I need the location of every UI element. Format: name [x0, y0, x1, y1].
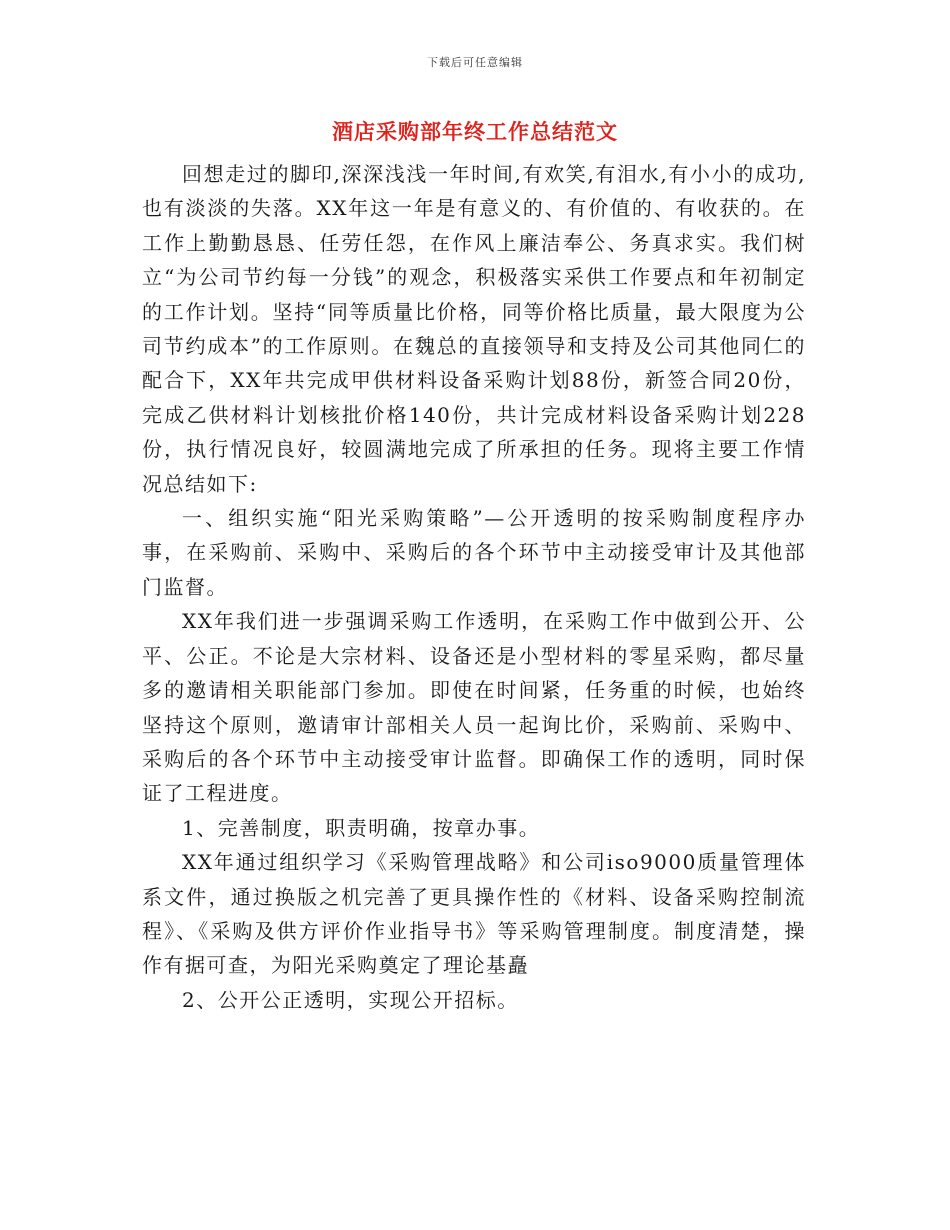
- paragraph: 1、完善制度，职责明确，按章办事。: [182, 815, 541, 840]
- paragraph: XX年通过组织学习《采购管理战略》和公司iso9000质量管理体系文件，通过换版之机完善了更具操作性的《材料、设备采购控制流程》、《采购及供方评价作业指导书》等采购管理制度。制度清楚，操作有据可查，为阳光采购奠定了理论基矗: [142, 850, 806, 978]
- paragraph: XX年我们进一步强调采购工作透明，在采购工作中做到公开、公平、公正。不论是大宗材料、设备还是小型材料的零星采购，都尽量多的邀请相关职能部门参加。即使在时间紧，任务重的时候，也始终坚持这个原则，邀请审计部相关人员一起询比价，采购前、采购中、采购后的各个环节中主动接受审计监督。即确保工作的透明，同时保证了工程进度。: [142, 609, 806, 806]
- document-body: [142, 157, 806, 1017]
- document-title: 酒店采购部年终工作总结范文: [332, 119, 618, 144]
- header-note: 下载后可任意编辑: [427, 56, 523, 69]
- paragraph: 一、组织实施“阳光采购策略”—公开透明的按采购制度程序办事，在采购前、采购中、采购后的各个环节中主动接受审计及其他部门监督。: [142, 506, 806, 599]
- paragraph: 2、公开公正透明，实现公开招标。: [182, 987, 519, 1012]
- paragraph: 回想走过的脚印,深深浅浅一年时间,有欢笑,有泪水,有小小的成功,也有淡淡的失落。XX年这一年是有意义的、有价值的、有收获的。在工作上勤勤恳恳、任劳任怨，在作风上廉洁奉公、务真求实。我们树立“为公司节约每一分钱”的观念，积极落实采供工作要点和年初制定的工作计划。坚持“同等质量比价格，同等价格比质量，最大限度为公司节约成本”的工作原则。在魏总的直接领导和支持及公司其他同仁的配合下，XX年共完成甲供材料设备采购计划88份，新签合同20份，完成乙供材料计划核批价格140份，共计完成材料设备采购计划228份，执行情况良好，较圆满地完成了所承担的任务。现将主要工作情况总结如下:: [142, 162, 806, 496]
